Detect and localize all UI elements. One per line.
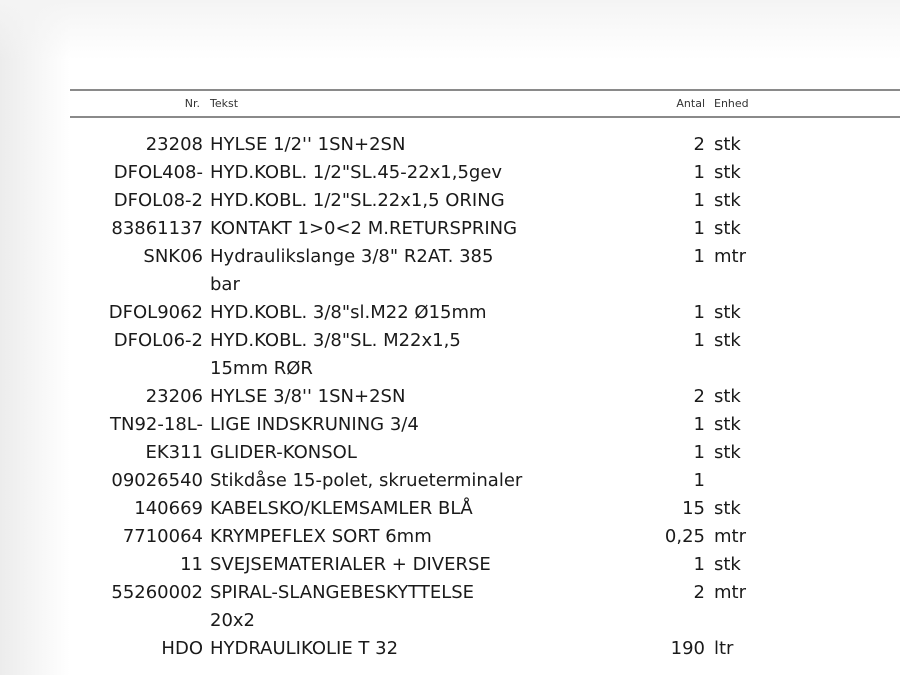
item-number: 23208 (145, 134, 203, 155)
item-number: DFOL9062 (108, 302, 203, 323)
table-row (0, 215, 900, 243)
item-description: HYD.KOBL. 1/2"SL.22x1,5 ORING (210, 190, 505, 211)
item-number: 11 (180, 554, 203, 575)
item-quantity: 15 (682, 498, 705, 519)
item-unit: ltr (714, 638, 734, 659)
item-number: TN92-18L- (110, 414, 203, 435)
item-quantity: 1 (693, 414, 705, 435)
item-quantity: 1 (693, 162, 705, 183)
item-number: 09026540 (111, 470, 203, 491)
table-row (0, 439, 900, 467)
item-quantity: 0,25 (664, 526, 705, 547)
item-quantity: 1 (693, 218, 705, 239)
item-quantity: 2 (693, 386, 705, 407)
item-description: HYLSE 1/2'' 1SN+2SN (210, 134, 406, 155)
item-unit: stk (714, 386, 741, 407)
item-number: SNK06 (143, 246, 203, 267)
item-description: HYDRAULIKOLIE T 32 (210, 638, 399, 659)
column-header-antal: Antal (676, 97, 705, 110)
item-unit: stk (714, 162, 741, 183)
table-row (0, 243, 900, 299)
table-row (0, 187, 900, 215)
item-number: DFOL408- (113, 162, 203, 183)
item-description: HYD.KOBL. 3/8"sl.M22 Ø15mm (210, 302, 487, 323)
item-unit: stk (714, 218, 741, 239)
item-description: HYD.KOBL. 1/2"SL.45-22x1,5gev (210, 162, 503, 183)
item-number: HDO (161, 638, 203, 659)
item-quantity: 1 (693, 470, 705, 491)
item-quantity: 1 (693, 554, 705, 575)
item-number: 140669 (134, 498, 203, 519)
item-description: Stikdåse 15-polet, skrueterminaler (210, 470, 523, 491)
table-row (0, 383, 900, 411)
item-quantity: 2 (693, 582, 705, 603)
item-number: DFOL06-2 (113, 330, 203, 351)
item-unit: stk (714, 302, 741, 323)
item-number: EK311 (145, 442, 203, 463)
item-unit: stk (714, 330, 741, 351)
table-row (0, 327, 900, 383)
column-header-tekst: Tekst (210, 97, 239, 110)
table-row (0, 635, 900, 663)
item-description: KRYMPEFLEX SORT 6mm (210, 526, 432, 547)
table-row (0, 159, 900, 187)
item-number: DFOL08-2 (113, 190, 203, 211)
item-quantity: 1 (693, 190, 705, 211)
item-unit: stk (714, 134, 741, 155)
item-quantity: 1 (693, 330, 705, 351)
item-description: SVEJSEMATERIALER + DIVERSE (210, 554, 491, 575)
item-quantity: 1 (693, 302, 705, 323)
item-unit: stk (714, 554, 741, 575)
item-unit: mtr (714, 526, 746, 547)
item-unit: stk (714, 498, 741, 519)
table-row (0, 495, 900, 523)
item-description: GLIDER-KONSOL (210, 442, 357, 463)
table-row (0, 467, 900, 495)
item-table-body (0, 131, 900, 663)
item-unit: mtr (714, 246, 746, 267)
header-bottom-rule (70, 116, 900, 118)
item-description: SPIRAL-SLANGEBESKYTTELSE 20x2 (210, 582, 475, 631)
column-header-enhed: Enhed (714, 97, 749, 110)
item-number: 83861137 (111, 218, 203, 239)
item-description: HYD.KOBL. 3/8"SL. M22x1,5 15mm RØR (210, 330, 461, 379)
column-header-nr: Nr. (184, 97, 200, 110)
item-quantity: 1 (693, 442, 705, 463)
table-row (0, 523, 900, 551)
table-row (0, 299, 900, 327)
table-row (0, 411, 900, 439)
item-description: KABELSKO/KLEMSAMLER BLÅ (210, 498, 473, 519)
item-unit: mtr (714, 582, 746, 603)
table-row (0, 579, 900, 635)
item-quantity: 190 (670, 638, 705, 659)
item-description: LIGE INDSKRUNING 3/4 (210, 414, 419, 435)
item-description: Hydraulikslange 3/8" R2AT. 385 bar (210, 246, 494, 295)
item-description: HYLSE 3/8'' 1SN+2SN (210, 386, 406, 407)
item-unit: stk (714, 414, 741, 435)
table-row (0, 551, 900, 579)
item-quantity: 2 (693, 134, 705, 155)
header-top-rule (70, 89, 900, 91)
page-top-shadow (0, 0, 900, 60)
item-unit: stk (714, 442, 741, 463)
item-unit: stk (714, 190, 741, 211)
item-number: 55260002 (111, 582, 203, 603)
item-quantity: 1 (693, 246, 705, 267)
item-number: 23206 (145, 386, 203, 407)
item-description: KONTAKT 1>0<2 M.RETURSPRING (210, 218, 518, 239)
item-number: 7710064 (122, 526, 203, 547)
table-row (0, 131, 900, 159)
